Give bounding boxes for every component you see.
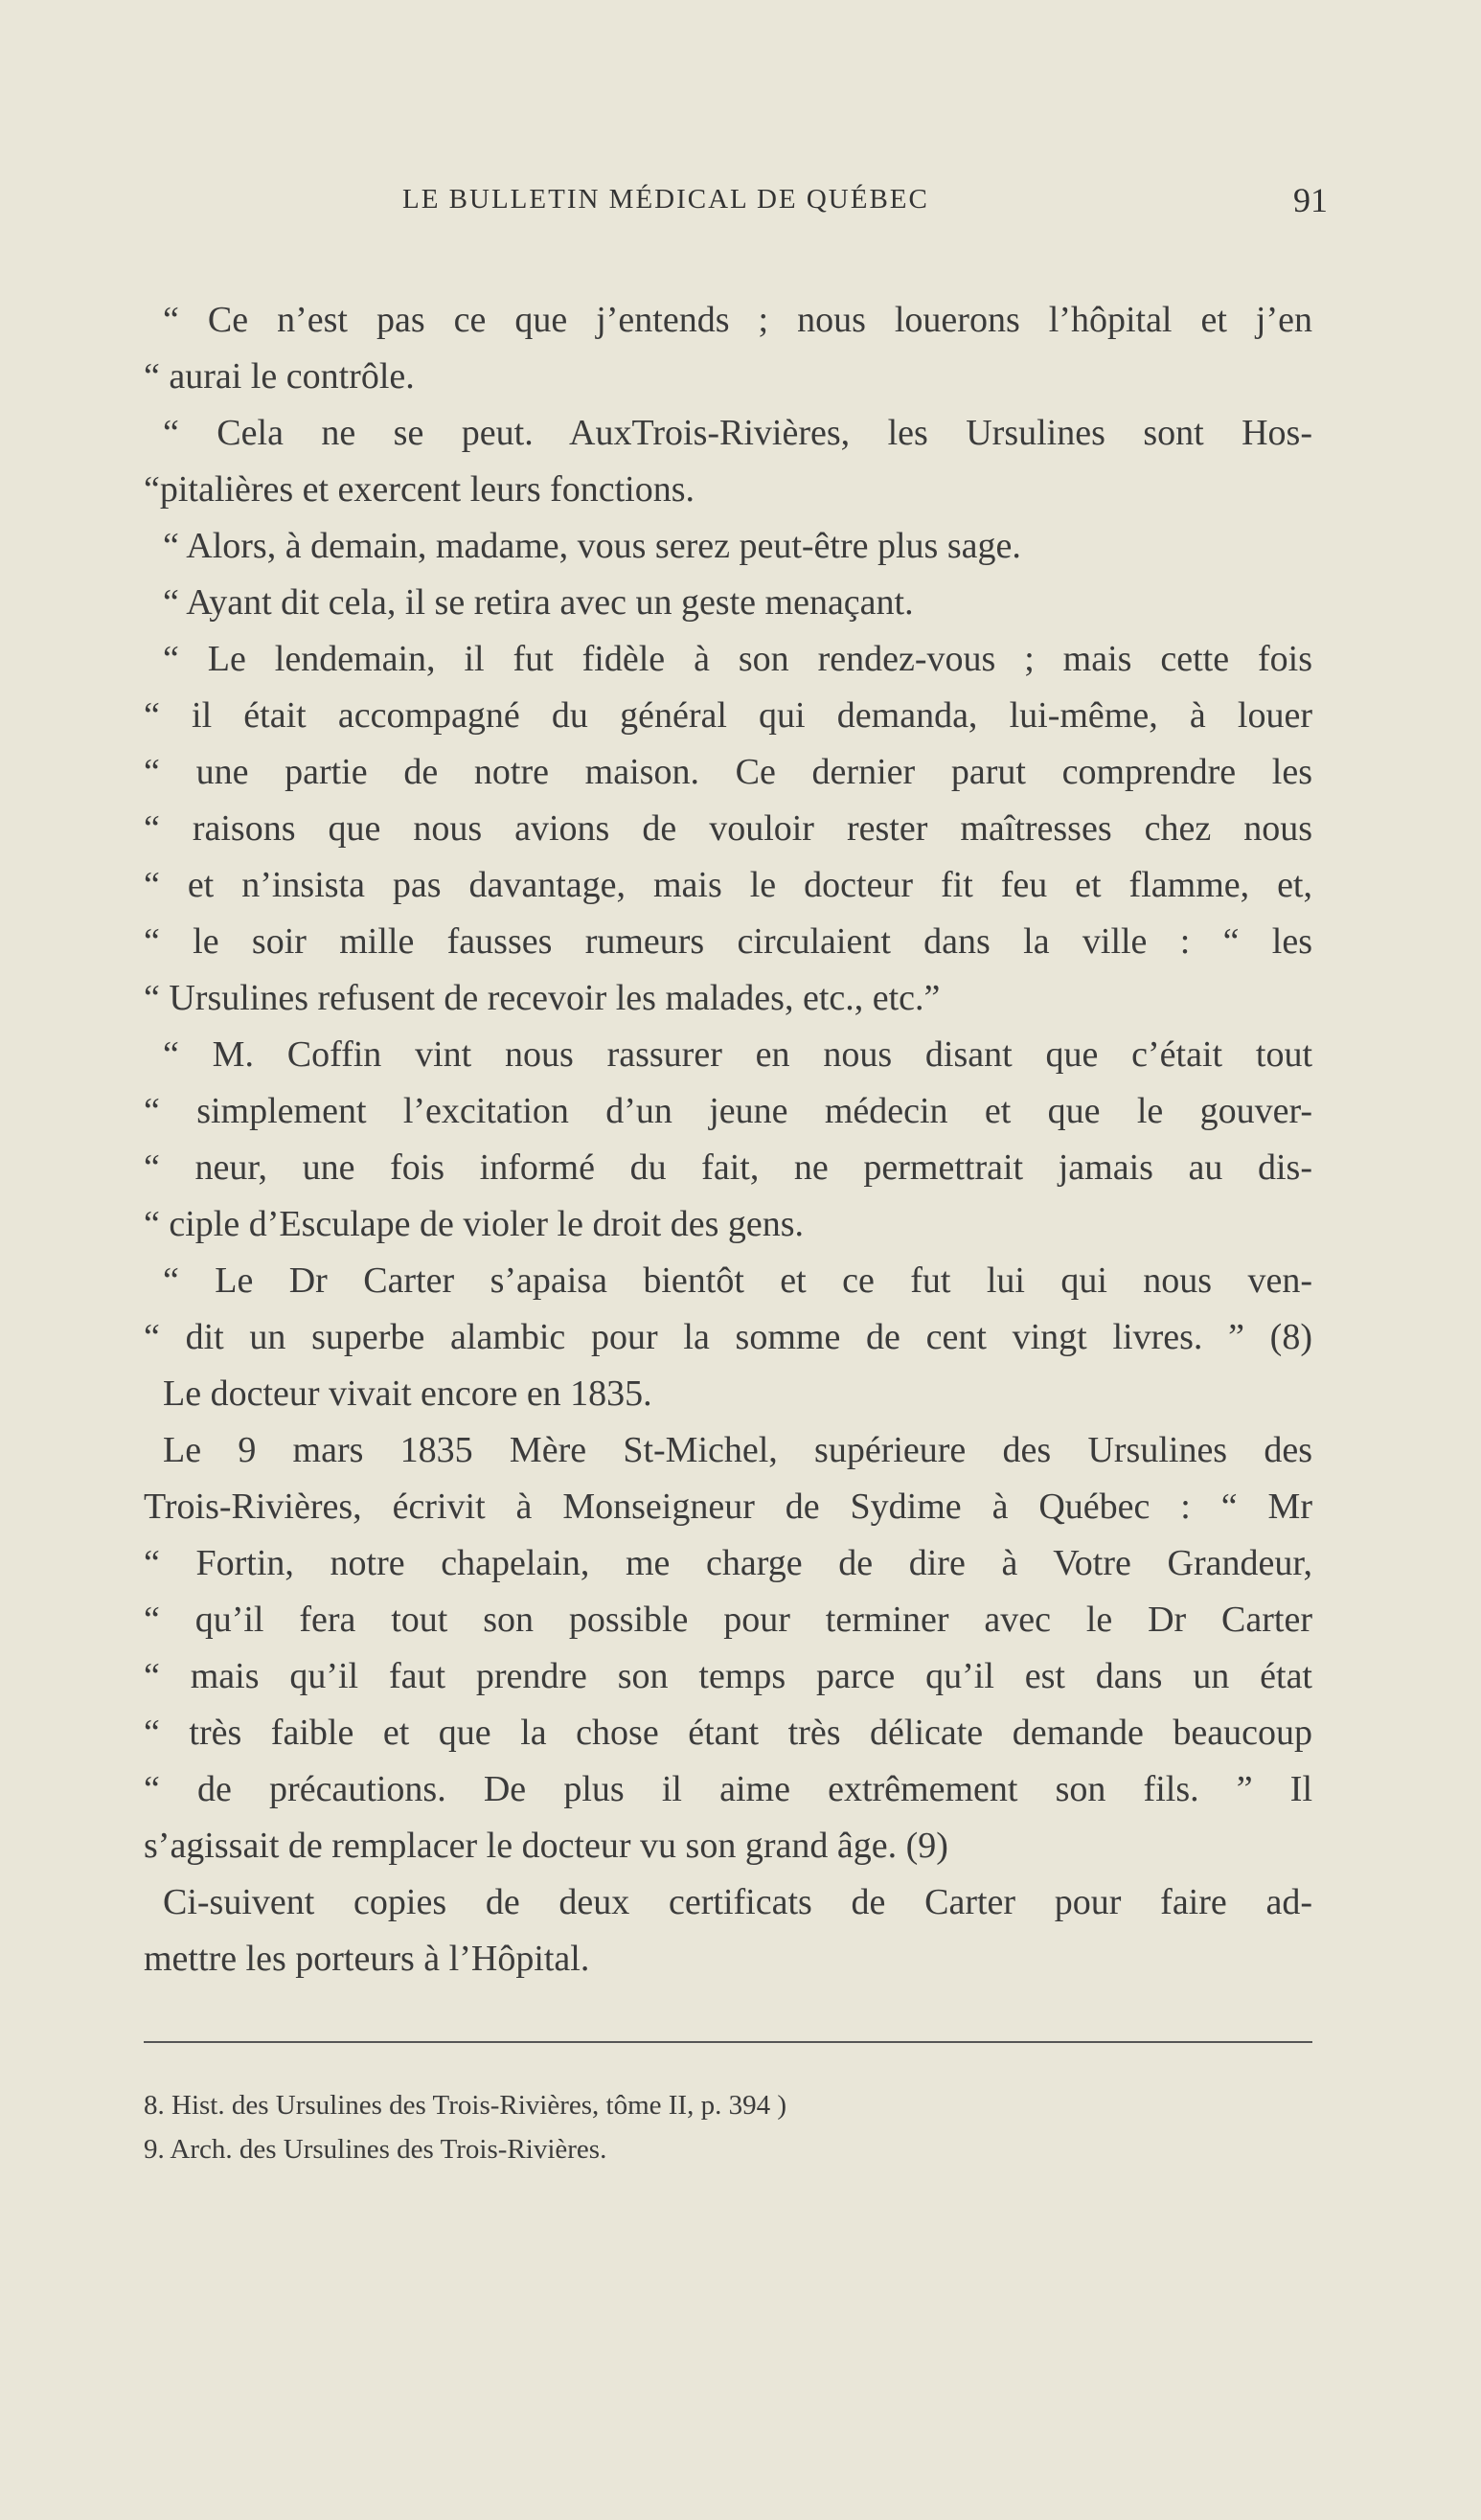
text-line: Le 9 mars 1835 Mère St-Michel, supérieure des Ursulines des [163, 1430, 1312, 1470]
text-line: “ mais qu’il faut prendre son temps parce qu’il est dans un état [144, 1656, 1312, 1696]
text-line: “ ciple d’Esculape de violer le droit des gens. [144, 1204, 805, 1244]
page-number: 91 [1293, 181, 1328, 219]
text-line: “ Le Dr Carter s’apaisa bientôt et ce fut lui qui nous ven- [163, 1260, 1312, 1301]
text-line: “ Ce n’est pas ce que j’entends ; nous louerons l’hôpital et j’en [163, 300, 1312, 340]
text-line: “ et n’insista pas davantage, mais le docteur fit feu et flamme, et, [144, 865, 1312, 905]
text-line: “ Le lendemain, il fut fidèle à son rendez-vous ; mais cette fois [163, 639, 1312, 679]
text-line: “ le soir mille fausses rumeurs circulaient dans la ville : “ les [144, 921, 1312, 962]
text-line: “ de précautions. De plus il aime extrêmement son fils. ” Il [144, 1769, 1312, 1809]
text-line: “ Fortin, notre chapelain, me charge de dire à Votre Grandeur, [144, 1543, 1312, 1583]
text-line: “ Ayant dit cela, il se retira avec un geste menaçant. [163, 582, 914, 623]
text-line: “ très faible et que la chose étant très délicate demande beaucoup [144, 1713, 1312, 1753]
text-line: Le docteur vivait encore en 1835. [163, 1374, 652, 1414]
text-line: “ il était accompagné du général qui demanda, lui-même, à louer [144, 695, 1312, 736]
footnote-divider [144, 2041, 1312, 2043]
text-line: “ Cela ne se peut. AuxTrois-Rivières, les Ursulines sont Hos- [163, 413, 1312, 453]
text-line: “ qu’il fera tout son possible pour terminer avec le Dr Carter [144, 1600, 1312, 1640]
running-title: LE BULLETIN MÉDICAL DE QUÉBEC [402, 184, 929, 215]
text-line: Trois-Rivières, écrivit à Monseigneur de Sydime à Québec : “ Mr [144, 1487, 1312, 1527]
text-line: “pitalières et exercent leurs fonctions. [144, 469, 695, 510]
text-line: “ M. Coffin vint nous rassurer en nous disant que c’était tout [163, 1034, 1312, 1075]
page-header [144, 181, 1328, 232]
text-line: “ raisons que nous avions de vouloir rester maîtresses chez nous [144, 808, 1312, 849]
text-line: “ une partie de notre maison. Ce dernier parut comprendre les [144, 752, 1312, 792]
text-line: mettre les porteurs à l’Hôpital. [144, 1939, 590, 1979]
text-line: “ neur, une fois informé du fait, ne permettrait jamais au dis- [144, 1147, 1312, 1188]
body-text [144, 292, 1312, 1987]
text-line: “ Ursulines refusent de recevoir les malades, etc., etc.” [144, 978, 941, 1018]
text-line: s’agissait de remplacer le docteur vu son grand âge. (9) [144, 1826, 948, 1866]
text-line: “ dit un superbe alambic pour la somme de cent vingt livres. ” (8) [144, 1317, 1312, 1357]
text-line: “ aurai le contrôle. [144, 356, 415, 397]
footnote: 8. Hist. des Ursulines des Trois-Rivières, tôme II, p. 394 ) [144, 2090, 786, 2121]
text-line: “ simplement l’excitation d’un jeune médecin et que le gouver- [144, 1091, 1312, 1131]
footnote: 9. Arch. des Ursulines des Trois-Rivières. [144, 2134, 607, 2165]
text-line: “ Alors, à demain, madame, vous serez peut-être plus sage. [163, 526, 1021, 566]
text-line: Ci-suivent copies de deux certificats de Carter pour faire ad- [163, 1882, 1312, 1922]
footnotes [144, 2083, 1312, 2171]
